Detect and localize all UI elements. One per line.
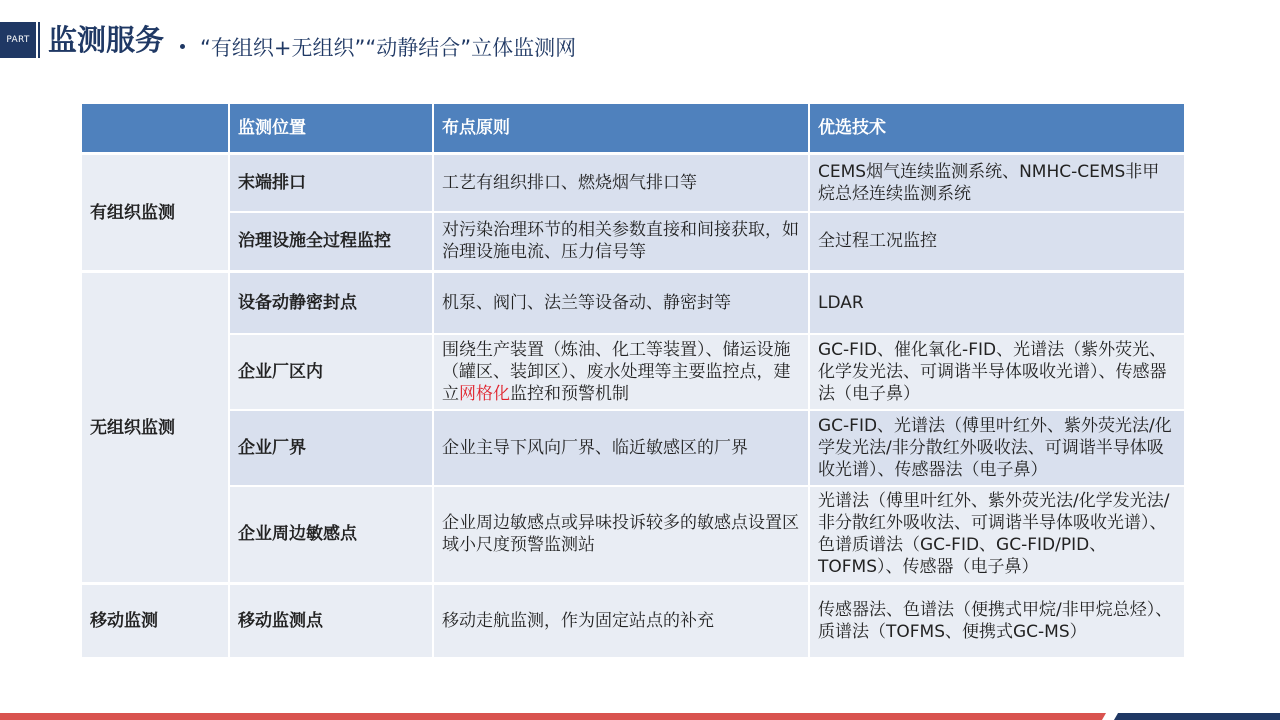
principle-text: 围绕生产装置（炼油、化工等装置）、储运设施（罐区、装卸区）、废水处理等主要监控点，建立	[442, 339, 791, 404]
principle-cell: 移动走航监测，作为固定站点的补充	[433, 584, 809, 658]
footer-blue-bar	[1110, 713, 1280, 720]
position-cell: 移动监测点	[229, 584, 433, 658]
header-category	[81, 103, 229, 154]
page-title: 监测服务	[48, 23, 165, 57]
title-divider	[38, 22, 40, 58]
table-header-row	[81, 103, 1185, 154]
header-principle: 布点原则	[433, 103, 809, 154]
table-row	[81, 212, 1185, 272]
technology-cell: 光谱法（傅里叶红外、紫外荧光法/化学发光法/非分散红外吸收法、可调谐半导体吸收光谱）、色谱质谱法（GC-FID、GC-FID/PID、TOFMS）、传感器（电子鼻）	[809, 486, 1185, 584]
table-row	[81, 486, 1185, 584]
table-row	[81, 410, 1185, 486]
technology-cell: 全过程工况监控	[809, 212, 1185, 272]
technology-cell: GC-FID、催化氧化-FID、光谱法（紫外荧光、化学发光法、可调谐半导体吸收光谱）、传感器法（电子鼻）	[809, 334, 1185, 410]
position-cell: 末端排口	[229, 154, 433, 212]
table-row	[81, 584, 1185, 658]
technology-cell: CEMS烟气连续监测系统、NMHC-CEMS非甲烷总烃连续监测系统	[809, 154, 1185, 212]
technology-cell: LDAR	[809, 272, 1185, 334]
category-cell: 无组织监测	[81, 272, 229, 584]
principle-cell: 企业主导下风向厂界、临近敏感区的厂界	[433, 410, 809, 486]
technology-cell: GC-FID、光谱法（傅里叶红外、紫外荧光法/化学发光法/非分散红外吸收法、可调谐半导体吸收光谱）、传感器法（电子鼻）	[809, 410, 1185, 486]
principle-cell	[433, 334, 809, 410]
principle-cell: 企业周边敏感点或异味投诉较多的敏感点设置区域小尺度预警监测站	[433, 486, 809, 584]
title-bullet-dot	[180, 44, 185, 49]
category-cell: 有组织监测	[81, 154, 229, 272]
table-row	[81, 334, 1185, 410]
position-cell: 企业厂区内	[229, 334, 433, 410]
footer-red-bar	[0, 713, 1110, 720]
principle-text-end: 监控和预警机制	[510, 383, 629, 404]
position-cell: 治理设施全过程监控	[229, 212, 433, 272]
table-row	[81, 154, 1185, 212]
position-cell: 企业周边敏感点	[229, 486, 433, 584]
principle-highlight: 网格化	[459, 383, 510, 404]
part-badge: PART	[0, 22, 36, 58]
principle-cell: 机泵、阀门、法兰等设备动、静密封等	[433, 272, 809, 334]
position-cell: 企业厂界	[229, 410, 433, 486]
principle-cell: 对污染治理环节的相关参数直接和间接获取，如治理设施电流、压力信号等	[433, 212, 809, 272]
position-cell: 设备动静密封点	[229, 272, 433, 334]
table-row	[81, 272, 1185, 334]
technology-cell: 传感器法、色谱法（便携式甲烷/非甲烷总烃）、质谱法（TOFMS、便携式GC-MS）	[809, 584, 1185, 658]
page-subtitle: “有组织+无组织”“动静结合”立体监测网	[200, 36, 577, 60]
header-technology: 优选技术	[809, 103, 1185, 154]
header-position: 监测位置	[229, 103, 433, 154]
principle-cell: 工艺有组织排口、燃烧烟气排口等	[433, 154, 809, 212]
category-cell: 移动监测	[81, 584, 229, 658]
monitoring-table	[80, 102, 1186, 659]
